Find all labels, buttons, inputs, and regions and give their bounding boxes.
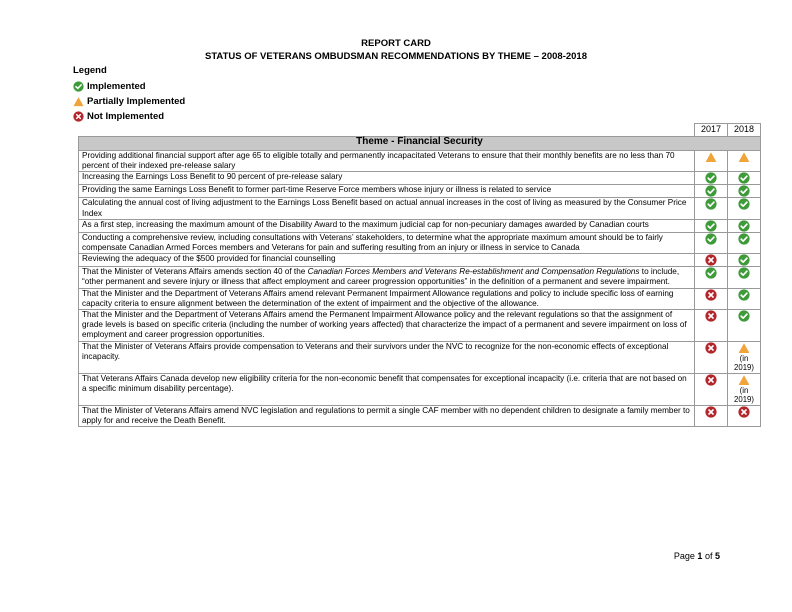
year-2017-header: 2017 (695, 124, 728, 137)
status-2018 (728, 267, 761, 288)
not-implemented-icon (705, 310, 717, 322)
table-row (79, 373, 761, 405)
status-2017 (695, 341, 728, 373)
recommendation-text: That the Minister of Veterans Affairs amend NVC legislation and regulations to permit a single CAF member with no dependent children to designate a family member to apply for and receive the Death Benefit. (79, 405, 695, 426)
status-2017 (695, 288, 728, 309)
recommendation-text-part: That the Minister of Veterans Affairs amends section 40 of the (82, 267, 308, 277)
legend-label: Not Implemented (87, 111, 165, 122)
implemented-icon (705, 267, 717, 279)
legend-item-partial (73, 94, 185, 109)
status-2018 (728, 219, 761, 232)
status-2018 (728, 198, 761, 219)
implemented-icon (738, 289, 750, 301)
status-note: (in 2019) (734, 385, 754, 404)
implemented-icon (738, 267, 750, 279)
status-2017 (695, 172, 728, 185)
status-2017 (695, 310, 728, 342)
recommendation-text: That Veterans Affairs Canada develop new eligibility criteria for the non-economic benefit that compensates for exceptional incapacity (i.e. criteria that are not based on a specific minimum disability percentage). (79, 373, 695, 405)
not-implemented-icon (705, 374, 717, 386)
table-row (79, 219, 761, 232)
table-row (79, 254, 761, 267)
status-2018 (728, 405, 761, 426)
partially-implemented-icon (738, 374, 750, 386)
status-2018 (728, 341, 761, 373)
recommendation-text: Providing additional financial support after age 65 to eligible totally and permanently incapacitated Veterans to ensure that their monthly benefits are no less than 70 percent of their indexed pre-release salary (79, 151, 695, 172)
theme-row (79, 137, 761, 151)
not-implemented-icon (705, 342, 717, 354)
page-number: 1 (697, 551, 703, 561)
recommendation-text: Reviewing the adequacy of the $500 provided for financial counselling (79, 254, 695, 267)
implemented-icon (738, 220, 750, 232)
table-row (79, 151, 761, 172)
not-implemented-icon (705, 406, 717, 418)
table-row (79, 185, 761, 198)
status-2018 (728, 254, 761, 267)
implemented-icon (705, 220, 717, 232)
table-row (79, 267, 761, 288)
status-2017 (695, 232, 728, 253)
report-title: REPORT CARD (361, 38, 431, 49)
not-implemented-icon (738, 406, 750, 418)
recommendation-text: Calculating the annual cost of living adjustment to the Earnings Loss Benefit based on actual annual increases in the cost of living as measured by the Consumer Price Index (79, 198, 695, 219)
implemented-icon (705, 172, 717, 184)
implemented-icon (738, 198, 750, 210)
status-2018 (728, 288, 761, 309)
implemented-icon (738, 233, 750, 245)
status-2018 (728, 151, 761, 172)
legend-item-implemented (73, 79, 185, 94)
partially-implemented-icon (705, 151, 717, 163)
year-header-row (79, 124, 761, 137)
table-row (79, 341, 761, 373)
recommendation-text: Providing the same Earnings Loss Benefit to former part-time Reserve Force members whose injury or illness is related to service (79, 185, 695, 198)
recommendation-text: Conducting a comprehensive review, including consultations with Veterans’ stakeholders, to determine what the appropriate maximum amount should be to fairly compensate Canadian Armed Forces members and Veterans for pain and suffering resulting from an injury or illness in service to Canada (79, 232, 695, 253)
status-2018 (728, 232, 761, 253)
recommendation-text-part: to include, “other permanent and severe injury or illness that affect employment and career progression opportunities” in the definition of a permanent and severe impairment. (82, 267, 680, 287)
partially-implemented-icon (738, 151, 750, 163)
page-label: Page (673, 551, 695, 561)
implemented-icon (705, 233, 717, 245)
status-2018 (728, 373, 761, 405)
table-row (79, 288, 761, 309)
status-2017 (695, 254, 728, 267)
legend-title: Legend (73, 65, 107, 76)
status-2018 (728, 185, 761, 198)
implemented-icon (738, 254, 750, 266)
recommendation-text: Increasing the Earnings Loss Benefit to 90 percent of pre-release salary (79, 172, 695, 185)
page-footer (674, 551, 720, 561)
table-row (79, 310, 761, 342)
legend-item-not-implemented (73, 109, 185, 124)
table-row (79, 232, 761, 253)
status-2017 (695, 219, 728, 232)
partially-implemented-icon (738, 342, 750, 354)
legend-label: Implemented (87, 81, 146, 92)
status-2018 (728, 172, 761, 185)
not-implemented-icon (73, 111, 84, 122)
status-2017 (695, 405, 728, 426)
implemented-icon (738, 310, 750, 322)
page-total: 5 (714, 551, 720, 561)
recommendation-text (79, 267, 695, 288)
partially-implemented-icon (73, 96, 84, 107)
legend-label: Partially Implemented (87, 96, 186, 107)
table-row (79, 198, 761, 219)
theme-title: Theme - Financial Security (79, 137, 761, 151)
recommendation-text: That the Minister of Veterans Affairs provide compensation to Veterans and their survivors under the NVC to recognize for the non-economic effects of exceptional incapacity. (79, 341, 695, 373)
year-2018-header: 2018 (728, 124, 761, 137)
status-2017 (695, 198, 728, 219)
report-card-table (78, 123, 761, 427)
page-of-label: of (704, 551, 713, 561)
status-2017 (695, 151, 728, 172)
not-implemented-icon (705, 254, 717, 266)
table-row (79, 172, 761, 185)
status-2018 (728, 310, 761, 342)
not-implemented-icon (705, 289, 717, 301)
implemented-icon (705, 185, 717, 197)
status-2017 (695, 267, 728, 288)
implemented-icon (738, 172, 750, 184)
implemented-icon (73, 81, 84, 92)
status-2017 (695, 373, 728, 405)
recommendation-text: That the Minister and the Department of Veterans Affairs amend relevant Permanent Impairment Allowance regulations and policy to include specific loss of earning capacity criteria to ensure alignment between the determination of the extent of impairment and the objective of the allowance. (79, 288, 695, 309)
legend (73, 65, 185, 124)
recommendation-text: That the Minister and the Department of Veterans Affairs amend the Permanent Impairment Allowance policy and the relevant regulations so that the assignment of grade levels is based on specific criteria (including the number of working years affected) that characterize the impact of a permanent and severe impairment on loss of employment and career progression opportunities. (79, 310, 695, 342)
table-row (79, 405, 761, 426)
implemented-icon (738, 185, 750, 197)
status-note: (in 2019) (734, 353, 754, 372)
regulation-title: Canadian Forces Members and Veterans Re-establishment and Compensation Regulations (307, 267, 640, 277)
recommendation-text: As a first step, increasing the maximum amount of the Disability Award to the maximum judicial cap for non-pecuniary damages awarded by Canadian courts (79, 219, 695, 232)
status-2017 (695, 185, 728, 198)
report-subtitle: STATUS OF VETERANS OMBUDSMAN RECOMMENDATIONS BY THEME – 2008-2018 (205, 51, 587, 62)
implemented-icon (705, 198, 717, 210)
